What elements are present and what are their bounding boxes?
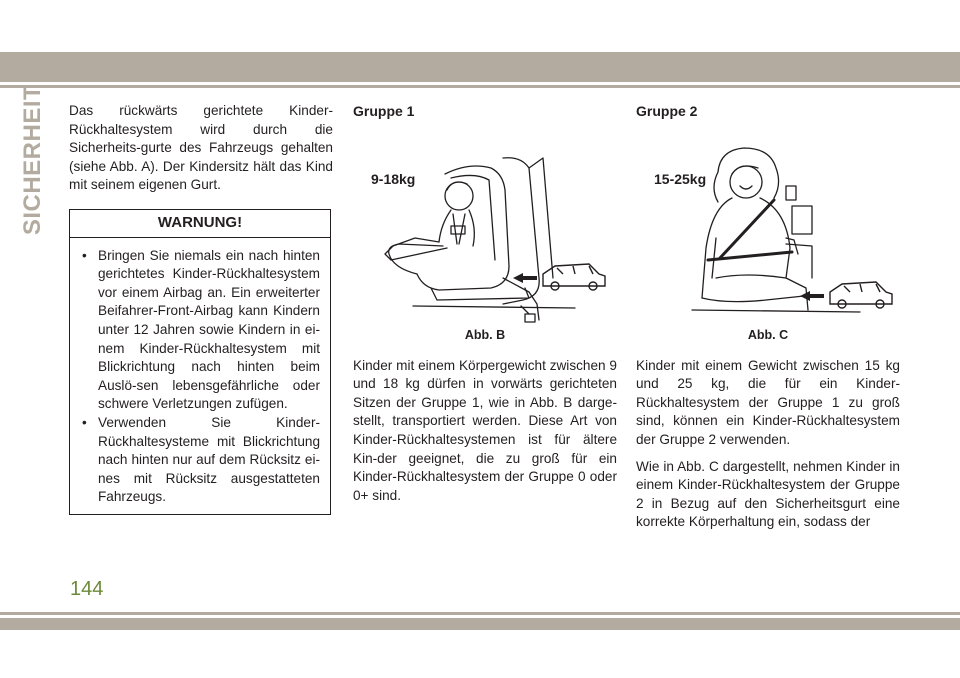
- arrow-left-icon: [513, 273, 537, 283]
- section-side-title: [19, 84, 46, 236]
- warning-item: • Bringen Sie niemals ein nach hinten gerichtetes Kinder-Rückhaltesystem vor einem Airbag an. Ein erweiterter Beifahrer-Front-Airbag kann Kindern unter 12 Jahren sowie Kindern in ei-nem Kinder-Rückhaltesystem mit Blickrichtung nach hinten beim Auslö-sen lebensgefährliche oder schwere Verletzungen zufügen.: [80, 247, 320, 414]
- warning-list: [70, 238, 330, 514]
- warning-title: WARNUNG!: [70, 210, 330, 238]
- section-side-title-text: SICHERHEIT: [19, 84, 46, 236]
- booster-seat-illustration: [636, 128, 900, 324]
- gruppe-1-paragraph: Kinder mit einem Körpergewicht zwischen 9 und 18 kg dürfen in vorwärts gerichteten Sitzen der Gruppe 1, wie in Abb. B darge-stellt, transportiert werden. Diese Art von Kinder-Rückhaltesystemen ist für ältere Kin-der geeignet, die zu groß für ein Kinder-Rückhaltesystem der Gruppe 0 oder 0+ sind.: [353, 357, 617, 503]
- figure-c-caption: Abb. C: [747, 328, 789, 342]
- figure-c: [636, 128, 900, 324]
- column-2: [353, 102, 617, 513]
- figure-b: [353, 128, 617, 324]
- page-number: 144: [70, 578, 104, 600]
- intro-paragraph: Das rückwärts gerichtete Kinder-Rückhaltesystem wird durch die Sicherheits-gurte des Fahrzeugs gehalten (siehe Abb. A). Der Kindersitz hält das Kind mit seinem eigenen Gurt.: [69, 103, 333, 193]
- gruppe-2-paragraph-1: Kinder mit einem Gewicht zwischen 15 kg und 25 kg, die für ein Kinder-Rückhaltesystem der Gruppe 1 zu groß sind, können ein Kinder-Rückhaltesystem der Gruppe 2 verwenden.: [636, 357, 900, 447]
- child-seat-forward-illustration: [353, 128, 617, 324]
- footer-rule: [0, 612, 960, 615]
- header-band: [0, 52, 960, 82]
- gruppe-2-paragraph-2: Wie in Abb. C dargestellt, nehmen Kinder in einem Kinder-Rückhaltesystem der Gruppe 2 in Bezug auf den Sicherheitsgurt eine korrekte Körperhaltung ein, sodass der: [636, 458, 900, 530]
- warning-box: [69, 209, 331, 515]
- header-rule: [0, 85, 960, 88]
- arrow-left-icon: [800, 291, 824, 301]
- figure-c-weight-label: 15-25kg: [654, 171, 707, 187]
- column-3: [636, 102, 900, 540]
- car-icon: [830, 282, 892, 308]
- figure-b-weight-label: 9-18kg: [371, 171, 416, 187]
- figure-b-caption: Abb. B: [464, 328, 506, 342]
- section-heading-gruppe-2: Gruppe 2: [636, 103, 698, 119]
- column-1: [69, 102, 333, 515]
- section-heading-gruppe-1: Gruppe 1: [353, 103, 415, 119]
- footer-band: [0, 618, 960, 630]
- warning-item: • Verwenden Sie Kinder-Rückhaltesysteme mit Blickrichtung nach hinten nur auf dem Rücksitz ei-nes mit Rücksitz ausgestatteten Fahrzeugs.: [80, 414, 320, 507]
